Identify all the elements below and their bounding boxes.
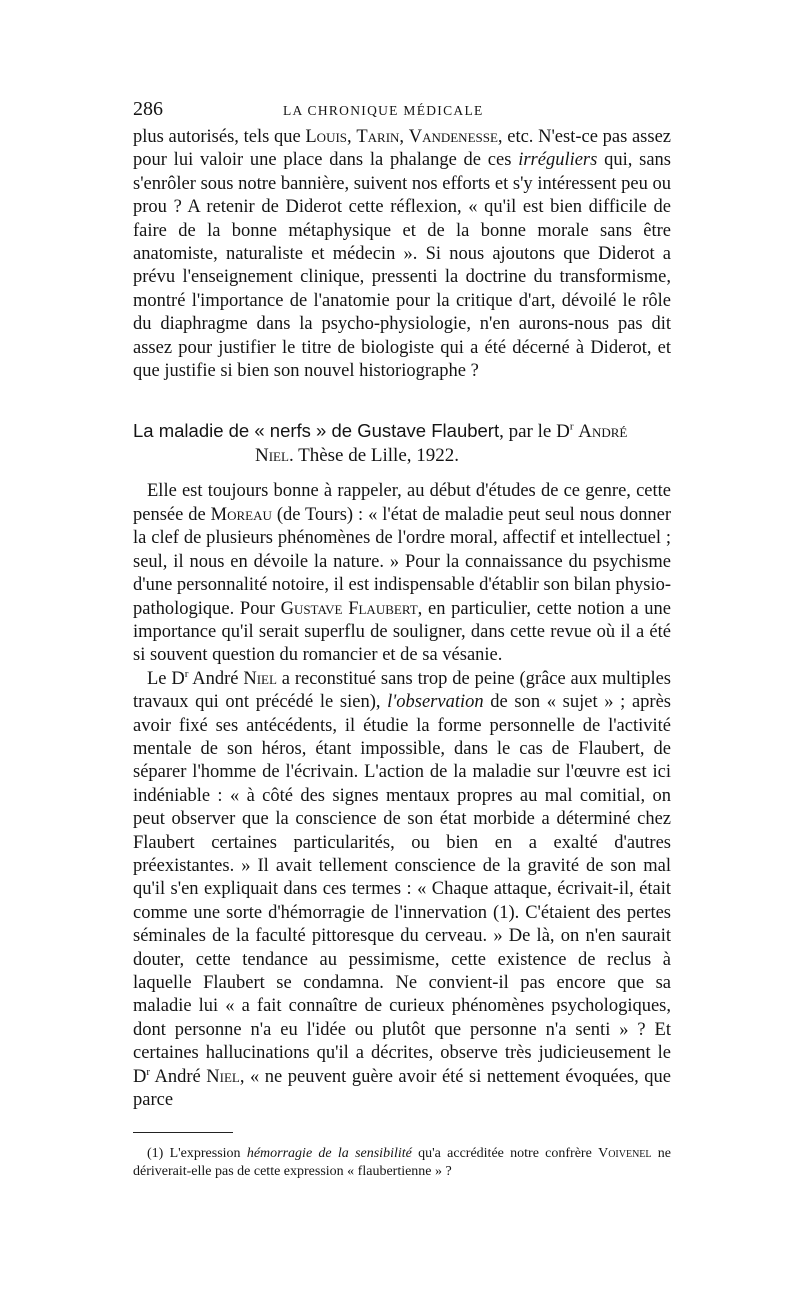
footnote: (1) L'expression hémorragie de la sensibilité qu'a accréditée notre confrère Voivenel ne dériverait-elle pas de cette expression « flaubertienne » ?: [133, 1146, 672, 1180]
running-title: LA CHRONIQUE MÉDICALE: [283, 103, 484, 118]
body-paragraph: Le $D^r$ André Niel a reconstitué sans trop de peine (grâce aux multiples travaux qui ont précédé le sien), l'observation de son « sujet » ; après avoir fixé ses antécédents, il étudie la forme personnelle de l'activité mentale de son héros, étant impossible, dans le cas de Flaubert, de séparer l'homme de l'écrivain. L'action de la maladie sur l'œuvre est ici indéniable : « à côté des signes mentaux propres au mal comitial, on peut observer que la conscience de son état morbide a déterminé chez Flaubert certaines particularités, ou bien en a exalté d'autres préexistantes. » Il avait tellement conscience de la gravité de son mal qu'il s'en expliquait dans ces termes : « Chaque attaque, écrivait-il, était comme une sorte d'hémorragie de l'innervation (1). C'étaient des pertes séminales de la faculté pittoresque du cerveau. » De là, on n'en saurait douter, cette tendance au pessimisme, cette existence de reclus à laquelle Flaubert se condamna. Ne convient-il pas encore que sa maladie lui « a fait connaître de curieux phénomènes psychologiques, dont personne n'a eu l'idée ou plutôt que personne n'a senti » ? Et certaines hallucinations qu'il a décrites, observe très judicieusement le $D^r$ André Niel, « ne peuvent guère avoir été si nettement évoquées, que parce: [133, 667, 671, 1111]
review-body: [133, 480, 671, 1112]
page-header: [133, 98, 671, 126]
author-first-name: André: [578, 421, 628, 443]
section-title: La maladie de « nerfs » de Gustave Flaubert: [133, 420, 500, 442]
section-heading: La maladie de « nerfs » de Gustave Flaubert, par le $D^r$ André Niel. Thèse de Lille, 1922.: [133, 420, 628, 467]
page-number: 286: [133, 98, 163, 120]
document-page: [133, 98, 671, 1181]
author-last-name: Niel: [255, 445, 289, 467]
body-paragraph: Elle est toujours bonne à rappeler, au début d'études de ce genre, cette pensée de Moreau (de Tours) : « l'état de maladie peut seul nous donner la clef de plusieurs phénomènes de l'ordre moral, affectif et intellectuel ; seul, il nous en dévoile la nature. » Pour la connaissance du psychisme d'une personnalité notoire, il est indispensable d'établir son bilan physio-pathologique. Pour Gustave Flaubert, en particulier, cette notion a une importance qu'il serait superflu de souligner, dans cette revue où il a été si souvent question du romancier et de sa vésanie.: [133, 481, 671, 666]
intro-paragraph: plus autorisés, tels que Louis, Tarin, Vandenesse, etc. N'est-ce pas assez pour lui valoir une place dans la phalange de ces irréguliers qui, sans s'enrôler sous notre bannière, suivent nos efforts et s'y intéressent peu ou prou ? A retenir de Diderot cette réflexion, « qu'il est bien difficile de faire de la bonne métaphysique et de la bonne morale sans être anatomiste, naturaliste et médecin ». Si nous ajoutons que Diderot a prévu l'enseignement clinique, pressenti la doctrine du transformisme, montré l'importance de l'anatomie pour la critique d'art, dévoilé le rôle du diaphragme dans la psycho-physiologie, n'en aurons-nous pas dit assez pour justifier le titre de biologiste qui a été décerné à Diderot, et que justifie si bien son nouvel historiographe ?: [133, 127, 671, 382]
intro-section: [133, 126, 671, 383]
footnote-divider: [133, 1132, 233, 1133]
thesis-info: . Thèse de Lille, 1922.: [288, 445, 460, 467]
